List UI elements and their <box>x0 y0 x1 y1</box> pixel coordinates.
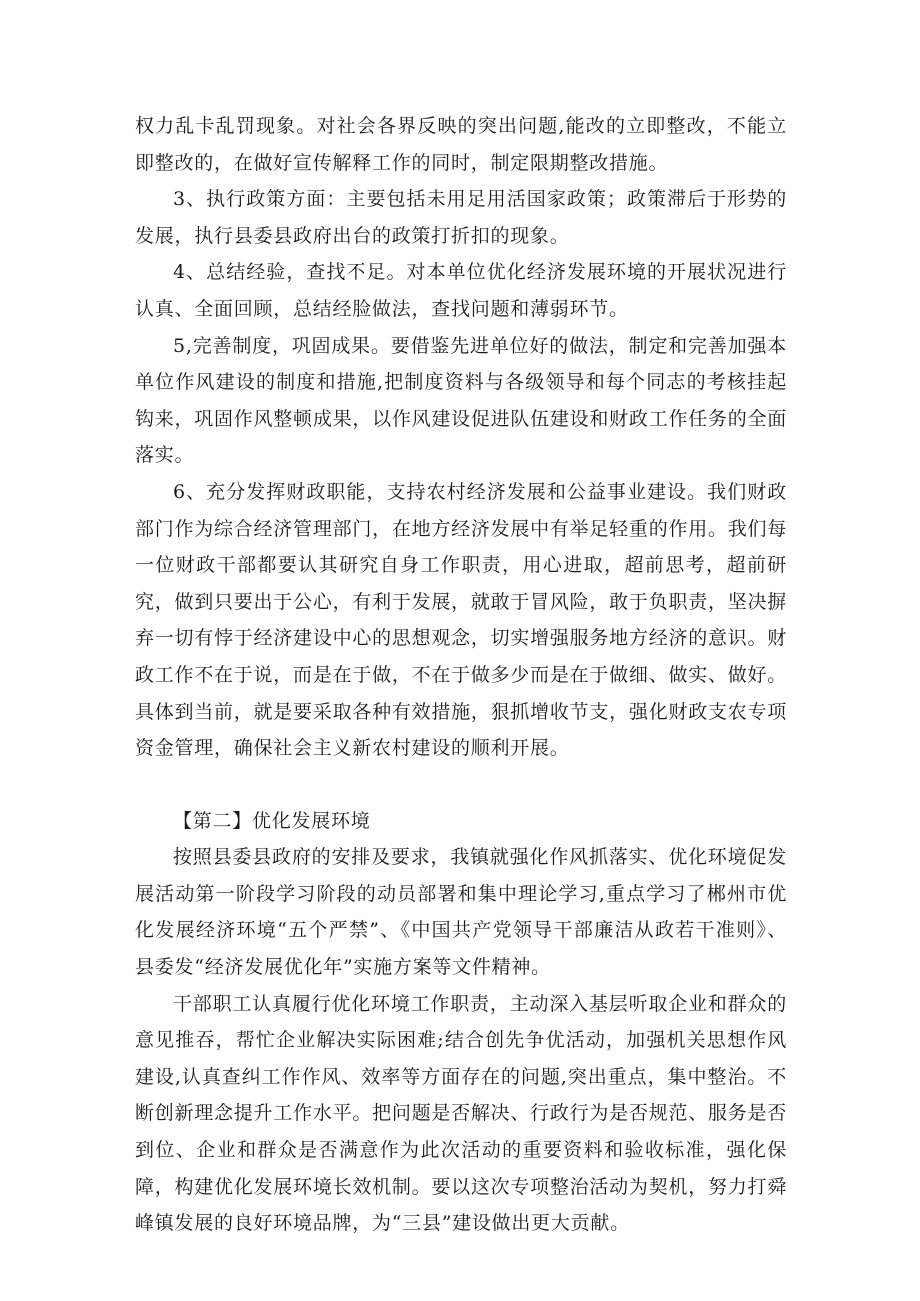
paragraph-section2-1: 按照县委县政府的安排及要求，我镇就强化作风抓落实、优化环境促发展活动第一阶段学习阶段的动员部署和集中理论学习,重点学习了郴州市优化发展经济环境“五个严禁”、《中国共产党领导干部廉洁从政若干准则》、县委发“经济发展优化年”实施方案等文件精神。 <box>135 846 787 979</box>
paragraph-item-4: 4、总结经验，查找不足。对本单位优化经济发展环境的开展状况进行认真、全面回顾，总结经脸做法，查找问题和薄弱环节。 <box>135 261 787 320</box>
paragraph-section2-2: 干部职工认真履行优化环境工作职责，主动深入基层听取企业和群众的意见推吞，帮忙企业解决实际困难;结合创先争优活动，加强机关思想作风建设,认真查纠工作作风、效率等方面存在的问题,突出重点，集中整治。不断创新理念提升工作水平。把问题是否解决、行政行为是否规范、服务是否到位、企业和群众是否满意作为此次活动的重要资料和验收标准，强化保障，构建优化发展环境长效机制。要以这次专项整治活动为契机，努力打舜峰镇发展的良好环境品牌，为“三县”建设做出更大贡献。 <box>135 992 787 1235</box>
paragraph-item-3: 3、执行政策方面：主要包括未用足用活国家政策；政策滞后于形势的发展，执行县委县政府出台的政策打折扣的现象。 <box>135 188 787 247</box>
paragraph-item-6: 6、充分发挥财政职能，支持农村经济发展和公益事业建设。我们财政部门作为综合经济管理部门，在地方经济发展中有举足轻重的作用。我们每一位财政干部都要认其研究自身工作职责，用心进取，超前思考，超前研究，做到只要出于公心，有利于发展，就敢于冒风险，敢于负职责，坚决摒弃一切有悖于经济建设中心的思想观念，切实增强服务地方经济的意识。财政工作不在于说，而是在于做，不在于做多少而是在于做细、做实、做好。具体到当前，就是要采取各种有效措施，狠抓增收节支，强化财政支农专项资金管理，确保社会主义新农村建设的顺利开展。 <box>135 480 787 760</box>
section-spacer <box>135 767 787 803</box>
document-body <box>135 108 787 1242</box>
section-heading: 【第二】优化发展环境 <box>173 809 371 832</box>
paragraph-item-5: 5,完善制度，巩固成果。要借鉴先进单位好的做法，制定和完善加强本单位作风建设的制度和措施,把制度资料与各级领导和每个同志的考核挂起钩来，巩固作风整顿成果，以作风建设促进队伍建设和财政工作任务的全面落实。 <box>135 334 787 467</box>
paragraph-continuation: 权力乱卡乱罚现象。对社会各界反映的突出问题,能改的立即整改，不能立即整改的，在做好宣传解释工作的同时，制定限期整改措施。 <box>135 115 787 174</box>
